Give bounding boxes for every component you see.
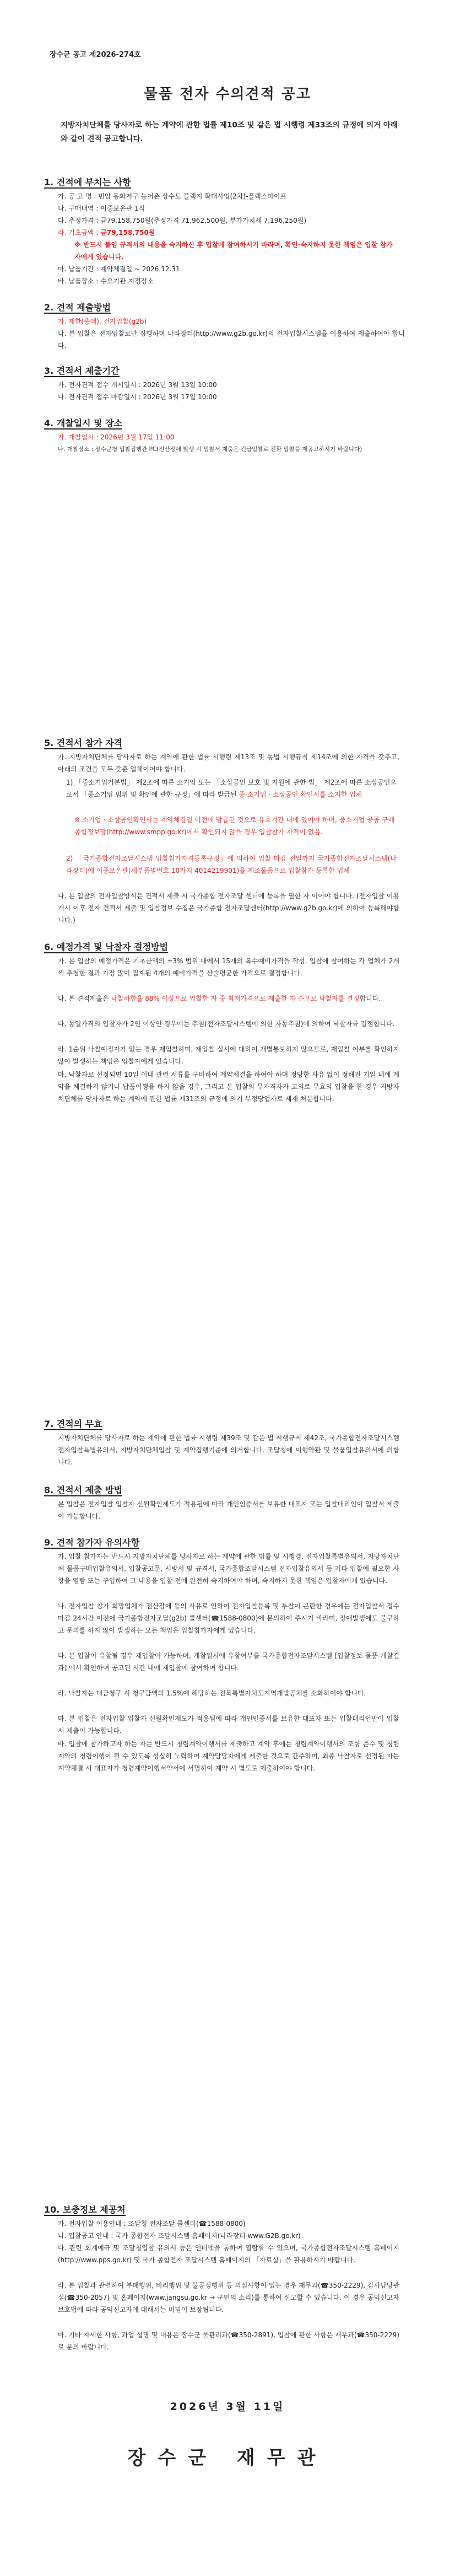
s1-item-d: 라. 기초금액 : 금79,158,750원 xyxy=(58,229,155,237)
section-4-heading: 4. 개찰일시 및 장소 xyxy=(44,418,123,428)
s10-item-b: 나. 입찰공고 안내 : 국가 종합전자 조달시스템 홈페이지(나라장터 www.G2B.go.kr) xyxy=(58,2232,301,2240)
s3-item-a: 가. 전자견적 접수 개시일시 : 2026년 3월 13일 10:00 xyxy=(58,381,217,389)
s10-item-a: 가. 전자입찰 이용안내 : 조달청 전자조달 콜센터(☎1588-0800) xyxy=(58,2220,246,2228)
s9-item-e: 마. 본 입찰은 전자입찰 입찰자 신원확인제도가 적용됨에 따라 개인인증서를 보유한 대표자 또는 입찰대리인만이 입찰서 제출이 가능합니다. xyxy=(58,1715,399,1735)
s6-item-b: 나. 본 견적제출은 낙찰하한율 88% 이상으로 입찰한 자 중 최저가격으로 제출한 자 순으로 낙찰자를 결정합니다. xyxy=(58,995,381,1002)
s9-item-c: 다. 본 입찰이 유찰될 경우 재입찰이 가능하며, 개찰일시에 유찰여부를 국가종합전자조달시스템 [입찰정보-물품-개찰결과] 에서 확인하여 공고된 시간 내에 재입찰에 참여하여 합니다. xyxy=(58,1652,399,1672)
section-2-heading: 2. 견적 제출방법 xyxy=(44,302,111,313)
budget-value: 금79,158,750원 xyxy=(100,229,155,237)
s10-item-c: 다. 관련 회계예규 및 조달청입찰 유의서 등은 인터넷을 통하여 열람할 수 있으며, 국가종합전자조달시스템 홈페이지(http://www.pps.go.kr) 및 국가 종합전자 조달시스템 홈페이지의 「자료실」을 활용하시기 바랍니다. xyxy=(58,2244,399,2264)
s3-item-b: 나. 전자견적 접수 마감일시 : 2026년 3월 17일 10:00 xyxy=(58,393,217,401)
section-5-heading: 5. 견적서 참가 자격 xyxy=(44,738,123,748)
s1-item-f: 바. 납품장소 : 수요기관 지정장소 xyxy=(58,277,154,285)
s8-text: 본 입찰은 전자입찰 입찰자 신원확인제도가 적용됨에 따라 개인인증서를 보유한 대표자 또는 입찰대리인이 입찰서 제출이 가능합니다. xyxy=(58,1500,399,1520)
s5-item-a: 가. 지방자치단체를 당사자로 하는 계약에 관한 법률 시행령 제13조 및 동법 시행규칙 제14조에 의한 자격을 갖추고, 아래의 조건을 모두 갖춘 업체이어야 합니다. xyxy=(58,753,399,773)
s1-budget-note: ※ 반드시 붙임 규격서의 내용을 숙지하신 후 입찰에 참여하시기 바라며, 확인·숙지하지 못한 책임은 입찰 참가자에게 있습니다. xyxy=(74,241,393,261)
doc-number: 장수군 공고 제2026-274호 xyxy=(50,51,141,59)
section-3-heading: 3. 견적서 제출기간 xyxy=(44,366,120,376)
s9-item-a: 가. 입찰 참가자는 반드시 지방자치단체를 당사자로 하는 계약에 관한 법률 및 시행령, 전자입찰특별유의서, 지방자치단체 물품구매입찰유의서, 입찰공고문, 시방서 및 규격서, 국가종합조달시스템 전자입찰유의서 등 기타 입찰에 필요한 사항을 열람 또는 구입하여 그 내용을 입찰 전에 완전히 숙지하여야 하며, 숙지하지 못한 책임은 입찰자에게 있습니다. xyxy=(58,1553,399,1585)
section-10-heading: 10. 보충정보 제공처 xyxy=(44,2204,126,2215)
s6-item-e: 마. 낙찰자로 선정되면 10일 이내 관련 서류를 구비하여 계약체결을 하여야 하며 정당한 사유 없이 정해진 기일 내에 계약을 체결하지 않거나 납품이행을 하지 않을 경우, 그리고 본 입찰의 무자격자가 고의로 무효의 입찰을 한 경우 지방자치단체를 당사자로 하는 계약에 관한 법률 제31조의 규정에 의거 부정당업자로 제재 처분합니다. xyxy=(58,1071,399,1103)
section-8-heading: 8. 견적서 제출 방법 xyxy=(44,1485,123,1495)
s7-text: 지방자치단체를 당사자로 하는 계약에 관한 법률 시행령 제39조 및 같은 법 시행규칙 제42조, 국가종합전자조달시스템전자입찰특별유의서, 지방자치단체입찰 및 계약집행기준에 의거합니다. 조달청에 이행약관 및 물품입찰유의서에 의합니다. xyxy=(58,1434,399,1466)
notice-date: 2026년 3월 11일 xyxy=(170,2401,285,2413)
s5-item-a1: 1) 「중소기업기본법」 제2조에 따른 소기업 또는 「소상공인 보호 및 지원에 관한 법」 제2조에 따른 소상공인으로서 「중소기업 범위 및 확인에 관한 규정」에 따라 발급된 중·소기업 · 소상공인 확인서를 소지한 업체 xyxy=(66,779,397,798)
s5-item-a1-note: ※ 소기업 · 소상공인확인서는 계약체결일 이전에 발급된 것으로 유효기간 내에 있어야 하며, 중소기업 공공 구매 종합정보망(http://www.smpp.go.kr)에서 확인되지 않을 경우 입찰참가 자격이 없음. xyxy=(74,816,395,836)
page-title: 물품 전자 수의견적 공고 xyxy=(143,86,312,103)
s6-item-c: 다. 동일가격의 입찰자가 2인 이상인 경우에는 추첨(전자조달시스템에 의한 자동추첨)에 의하여 낙찰자를 결정합니다. xyxy=(58,1020,395,1028)
s5-item-b: 나. 본 입찰의 전자입찰방식은 견적서 제출 시 국가종합 전자조달 센터에 등록을 필한 자 이어야 합니다. (전자입찰 이용개시 이후 전자 견적서 제출 및 입찰정보 수집은 국가종합 전자조달센터(http://www.g2b.go.kr)에 의하여 등록해야합니다.) xyxy=(58,892,399,924)
s2-item-a: 가. 제한(총액), 전자입찰(g2b) xyxy=(58,318,147,325)
s4-item-b: 나. 개찰장소 : 장수군청 입찰집행관 PC(전산장애 발생 시 입찰서 제출은 긴급입찰로 전환 입찰을 재공고하시기 바랍니다) xyxy=(58,446,362,453)
s9-item-b: 나. 전자입찰 참가 희망업체가 전산장애 등의 사유로 인하여 전자입찰등록 및 투찰이 곤란한 경우에는 전자입찰서 접수마감 24시간 이전에 국가종합전자조달(g2b) 콜센터(☎1588-0800)에 문의하여 주시기 바라며, 장애발생에도 불구하고 문의를 하지 않아 발생하는 모든 책임은 입찰참가자에게 있습니다. xyxy=(58,1602,399,1634)
s5-item-a2: 2) 「국가종합전자조달시스템 입찰참가자격등록규정」에 의하여 입찰 마감 전일까지 국가종합전자조달시스템(나라장터)에 이중보온관(세부품명번호 10가지 4014219901)을 제조물품으로 입찰참가 등록한 업체 xyxy=(66,855,397,874)
s10-item-d: 라. 본 입찰과 관련하여 부패행위, 비리행위 및 불공정행위 등 의심사항이 있는 경우 재무과(☎350-2229), 감사담당관실(☎350-2057) 및 홈페이지(www.jangsu.go.kr → 군민의 소리)를 통하여 신고할 수 있습니다. 이 경우 공익신고자보호법에 따라 공익신고자에 대해서는 비밀이 보장됩니다. xyxy=(58,2282,399,2314)
section-7-heading: 7. 견적의 무효 xyxy=(44,1419,102,1429)
s9-item-f: 바. 입찰에 참가하고자 하는 자는 반드시 청렴계약이행서를 제출하고 계약 후에는 청렴계약이행서의 조항 준수 및 청렴계약의 청렴이행이 될 수 있도록 성실히 노력하여 계약담당자에게 제출한 것으로 간주하며, 최종 낙찰자로 선정된 자는 계약체결 시 대표자가 청렴계약이행서약서에 서명하여 계약 시 별도로 제출하여야 합니다. xyxy=(58,1740,399,1772)
s1-item-b: 나. 구매내역 : 이중보온관 1식 xyxy=(58,205,145,212)
s1-item-a: 가. 공 고 명 : 번암 동화저구 농어촌 상수도 블랙지 확대사업(2차)-플렉스파이프 xyxy=(58,192,287,200)
section-6-heading: 6. 예정가격 및 낙찰자 결정방법 xyxy=(44,942,168,952)
section-9-heading: 9. 견적 참가자 유의사항 xyxy=(44,1537,140,1548)
s9-item-d: 라. 낙찰자는 대금청구 시 청구금액의 1.5%에 해당하는 전북특별자치도지역개발공채를 소화하여야 합니다. xyxy=(58,1689,366,1697)
s1-item-c: 다. 추정가격 : 금79,158,750원(추정가격 71,962,500원, 부가가치세 7,196,250원) xyxy=(58,217,307,224)
issuer-signature: 장수군 재무관 xyxy=(127,2447,328,2469)
s6-item-a: 가. 본 입찰의 예정가격은 기초금액의 ±3% 범위 내에서 15개의 복수예비가격을 작성, 입찰에 참여하는 각 업체가 2개씩 추첨한 결과 가장 많이 집계된 4개의 예비가격을 산술평균한 가격으로 결정합니다. xyxy=(58,957,399,977)
s1-item-e: 마. 납품기간 : 계약체결일 ~ 2026.12.31. xyxy=(58,265,182,273)
section-1-heading: 1. 견적에 부치는 사항 xyxy=(44,177,131,187)
s2-item-b: 나. 본 입찰은 전자입찰로만 집행하며 나라장터(http://www.g2b.go.kr)의 전자입찰시스템을 이용하여 제출하여야 합니다. xyxy=(58,330,405,350)
intro-text: 지방자치단체를 당사자로 하는 계약에 관한 법률 제10조 및 같은 법 시행령 제33조의 규정에 의거 아래와 같이 견적 공고합니다. xyxy=(61,121,398,143)
s4-item-a: 가. 개찰일시 : 2026년 3월 17일 11:00 xyxy=(58,433,175,441)
s10-item-e: 마. 기타 자세한 사항, 과업 설명 및 내용은 장수군 물관리과(☎350-2891), 입찰에 관한 사항은 재무과(☎350-2229)로 문의 바랍니다. xyxy=(58,2331,399,2351)
s6-item-d: 라. 1순위 낙찰예정자가 없는 경우 재입찰하며, 재입찰 실시에 대하여 개별통보하지 않으므로, 재입찰 여부를 확인하지 않아 발생하는 책임은 입찰자에게 있습니다. xyxy=(58,1045,399,1065)
